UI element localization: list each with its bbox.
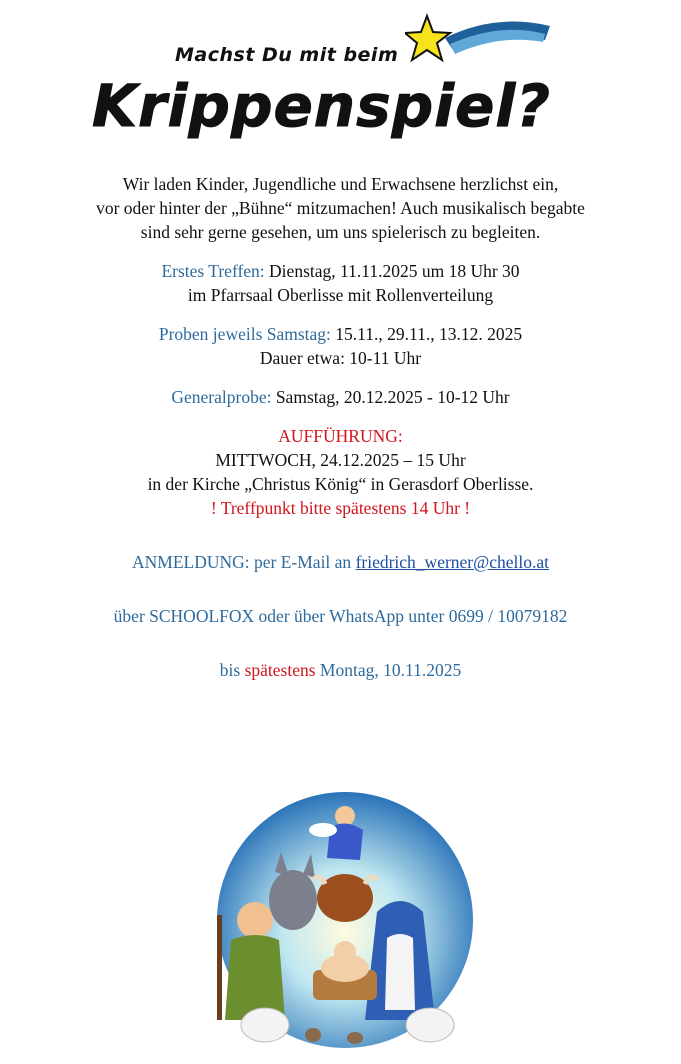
nativity-scene-illustration [195,780,495,1050]
first-meeting-location: im Pfarrsaal Oberlisse mit Rollenverteilung [187,285,494,305]
meeting-point: ! Treffpunkt bitte spätestens 14 Uhr ! [210,498,471,518]
registration-alternatives: über SCHOOLFOX oder über WhatsApp unter 0699 / 10079182 [113,606,568,626]
header [0,0,681,160]
deadline-date: Montag, 10.11.2025 [319,660,462,680]
dress-rehearsal-label: Generalprobe: [171,387,272,407]
intro-line-2: vor oder hinter der „Bühne“ mitzumachen! Auch musikalisch begabte [96,198,585,218]
email-link[interactable]: friedrich_werner@chello.at [355,552,550,572]
intro-line-1: Wir laden Kinder, Jugendliche und Erwachsene herzlichst ein, [122,174,559,194]
registration [0,550,681,682]
first-meeting-label: Erstes Treffen: [161,261,265,281]
invitation-text [0,172,681,682]
performance-location: in der Kirche „Christus König“ in Gerasdorf Oberlisse. [147,474,534,494]
dress-rehearsal [0,385,681,409]
rehearsals [0,322,681,370]
deadline-prefix: bis [219,660,241,680]
performance-heading-colon: : [397,426,403,446]
dress-rehearsal-value: Samstag, 20.12.2025 - 10-12 Uhr [271,387,510,407]
first-meeting [0,259,681,307]
intro-line-3: sind sehr gerne gesehen, um uns spielerisch zu begleiten. [140,222,541,242]
rehearsals-dates: 15.11., 29.11., 13.12. 2025 [330,324,523,344]
performance-heading: AUFFÜHRUNG [278,426,398,446]
intro-paragraph [0,172,681,244]
page-title: Krippenspiel? [92,72,551,140]
rehearsals-label: Proben jeweils Samstag: [158,324,331,344]
deadline-emphasis: spätestens [244,660,316,680]
header-subtitle: Machst Du mit beim [175,44,399,66]
registration-text: : per E-Mail an [244,552,356,572]
performance-date: MITTWOCH, 24.12.2025 – 15 Uhr [215,450,466,470]
shooting-star-icon [405,8,555,78]
performance [0,424,681,520]
registration-label: ANMELDUNG [131,552,245,572]
first-meeting-value: Dienstag, 11.11.2025 um 18 Uhr 30 [264,261,520,281]
rehearsals-duration: Dauer etwa: 10-11 Uhr [259,348,422,368]
